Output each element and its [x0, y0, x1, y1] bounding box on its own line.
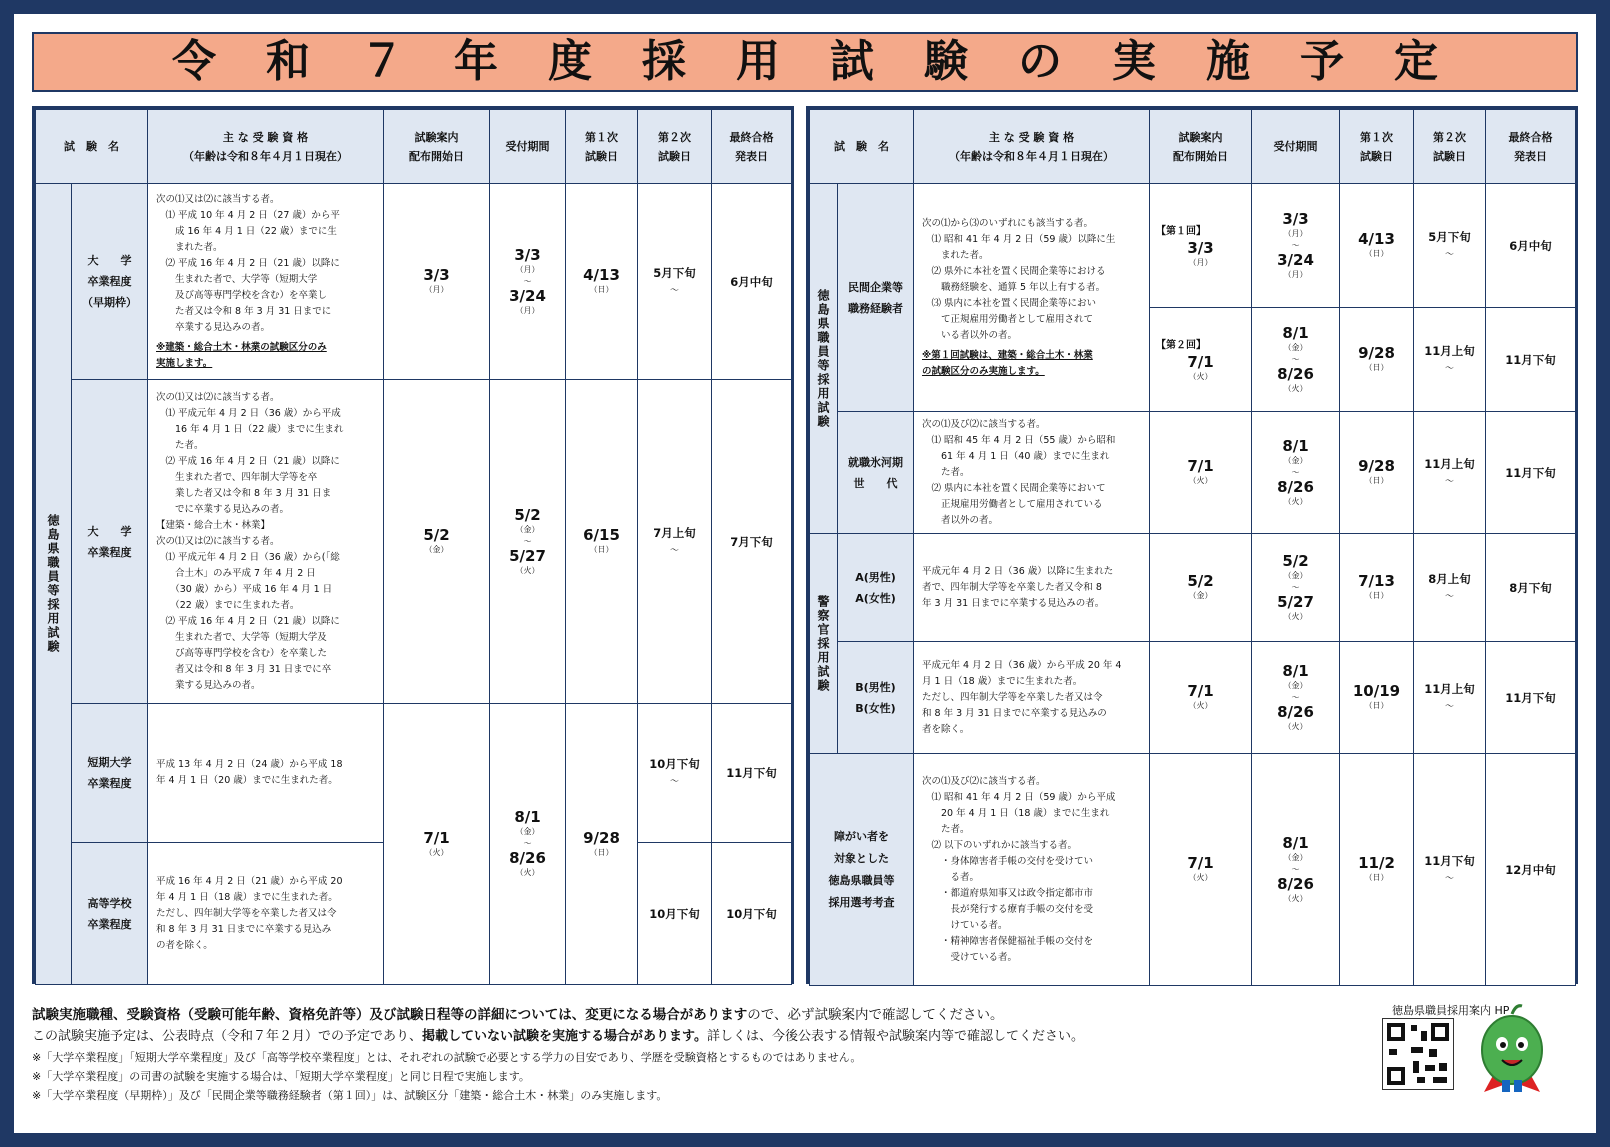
qualification-cell: 平成元年 4 月 2 日（36 歳）から平成 20 年 4 月 1 日（18 歳）までに生まれた者。 ただし、四年制大学等を卒業した者又は令 和 8 年 3 月 31 日までに卒業する見込みの 者を除く。 [914, 642, 1150, 754]
row-name: 就職氷河期 世 代 [838, 412, 914, 534]
application-period: 8/1 （金） ～ 8/26 （火） [1252, 412, 1340, 534]
category-label: 徳島県職員等採用試験 [810, 184, 838, 534]
second-exam-date: 10月下旬 [638, 843, 712, 985]
first-exam-date: 9/28 （日） [566, 704, 638, 985]
guide-date: 7/1 （火） [1150, 642, 1252, 754]
category-label: 徳島県職員等採用試験 [36, 184, 72, 985]
header-final: 最終合格 発表日 [712, 110, 792, 184]
application-period: 8/1 （金） ～ 8/26 （火） [1252, 642, 1340, 754]
second-exam-date: 8月上旬 ～ [1414, 534, 1486, 642]
header-guide-date: 試験案内 配布開始日 [1150, 110, 1252, 184]
row-name: 高等学校 卒業程度 [72, 843, 148, 985]
qualification-cell: 平成 13 年 4 月 2 日（24 歳）から平成 18 年 4 月 1 日（20 歳）までに生まれた者。 [148, 704, 384, 843]
row-name: B(男性) B(女性) [838, 642, 914, 754]
second-exam-date: 7月上旬 ～ [638, 380, 712, 704]
page-title: 令和７年度採用試験の実施予定 [32, 32, 1578, 92]
header-qualification: 主 な 受 験 資 格 （年齢は令和８年４月１日現在） [148, 110, 384, 184]
row-name: 大 学 卒業程度 [72, 380, 148, 704]
guide-date: 【第１回】 3/3 （月） [1150, 184, 1252, 308]
mascot-icon [1476, 1000, 1548, 1096]
qualification-cell: 次の⑴から⑶のいずれにも該当する者。 ⑴ 昭和 41 年 4 月 2 日（59 歳）以降に生 まれた者。 ⑵ 県外に本社を置く民間企業等における 職務経験を、通算 5 年以上有する者。 ⑶ 県内に本社を置く民間企業等におい て正規雇用労働者として雇用されて いる者以外の者。 ※第１回試験は、建築・総合土木・林業 の試験区分のみ実施します。 [914, 184, 1150, 412]
header-qualification: 主 な 受 験 資 格 （年齢は令和８年４月１日現在） [914, 110, 1150, 184]
second-exam-date: 11月上旬 ～ [1414, 412, 1486, 534]
first-exam-date: 4/13 （日） [1340, 184, 1414, 308]
guide-date: 7/1 （火） [1150, 412, 1252, 534]
header-second-exam: 第２次 試験日 [638, 110, 712, 184]
first-exam-date: 9/28 （日） [1340, 412, 1414, 534]
qualification-cell: 次の⑴及び⑵に該当する者。 ⑴ 昭和 41 年 4 月 2 日（59 歳）から平成 20 年 4 月 1 日（18 歳）までに生まれ た者。 ⑵ 以下のいずれかに該当する者。 ・身体障害者手帳の交付を受けてい る者。 ・都道府県知事又は政令指定都市市 長が発行する療育手帳の交付を受 けている者。 ・精神障害者保健福祉手帳の交付を 受けている者。 [914, 754, 1150, 986]
header-final: 最終合格 発表日 [1486, 110, 1576, 184]
footnotes [32, 1004, 1372, 1105]
second-exam-date: 11月下旬 ～ [1414, 754, 1486, 986]
header-first-exam: 第１次 試験日 [1340, 110, 1414, 184]
first-exam-date: 11/2 （日） [1340, 754, 1414, 986]
header-second-exam: 第２次 試験日 [1414, 110, 1486, 184]
note-line-3: ※「大学卒業程度」「短期大学卒業程度」及び「高等学校卒業程度」とは、それぞれの試験で必要とする学力の目安であり、学歴を受験資格とするものではありません。 [32, 1051, 862, 1064]
final-date: 10月下旬 [712, 843, 792, 985]
second-exam-date: 11月上旬 ～ [1414, 308, 1486, 412]
application-period: 8/1 （金） ～ 8/26 （火） [1252, 308, 1340, 412]
application-period: 8/1 （金） ～ 8/26 （火） [490, 704, 566, 985]
first-exam-date: 4/13 （日） [566, 184, 638, 380]
final-date: 11月下旬 [1486, 308, 1576, 412]
final-date: 12月中旬 [1486, 754, 1576, 986]
final-date: 6月中旬 [712, 184, 792, 380]
application-period: 3/3 （月） ～ 3/24 （月） [490, 184, 566, 380]
guide-date: 7/1 （火） [1150, 754, 1252, 986]
note-line-4: ※「大学卒業程度」の司書の試験を実施する場合は、「短期大学卒業程度」と同じ日程で実施します。 [32, 1070, 530, 1083]
header-guide-date: 試験案内 配布開始日 [384, 110, 490, 184]
guide-date: 5/2 （金） [1150, 534, 1252, 642]
qualification-cell: 次の⑴又は⑵に該当する者。 ⑴ 平成元年 4 月 2 日（36 歳）から平成 16 年 4 月 1 日（22 歳）までに生まれ た者。 ⑵ 平成 16 年 4 月 2 日（21 歳）以降に 生まれた者で、四年制大学等を卒 業した者又は令和 8 年 3 月 31 日ま でに卒業する見込みの者。 【建築・総合土木・林業】 次の⑴又は⑵に該当する者。 ⑴ 平成元年 4 月 2 日（36 歳）から(「総 合土木」のみ平成 7 年 4 月 2 日 （30 歳）から）平成 16 年 4 月 1 日 （22 歳）までに生まれた者。 ⑵ 平成 16 年 4 月 2 日（21 歳）以降に 生まれた者で、大学等（短期大学及 び高等専門学校を含む）を卒業した 者又は令和 8 年 3 月 31 日までに卒 業する見込みの者。 [148, 380, 384, 704]
row-name: A(男性) A(女性) [838, 534, 914, 642]
first-exam-date: 6/15 （日） [566, 380, 638, 704]
header-period: 受付期間 [490, 110, 566, 184]
first-exam-date: 10/19 （日） [1340, 642, 1414, 754]
header-exam-name: 試 験 名 [36, 110, 148, 184]
qualification-cell: 次の⑴及び⑵に該当する者。 ⑴ 昭和 45 年 4 月 2 日（55 歳）から昭和 61 年 4 月 1 日（40 歳）までに生まれ た者。 ⑵ 県内に本社を置く民間企業等において 正規雇用労働者として雇用されている 者以外の者。 [914, 412, 1150, 534]
final-date: 8月下旬 [1486, 534, 1576, 642]
qualification-cell: 次の⑴又は⑵に該当する者。 ⑴ 平成 10 年 4 月 2 日（27 歳）から平 成 16 年 4 月 1 日（22 歳）までに生 まれた者。 ⑵ 平成 16 年 4 月 2 日（21 歳）以降に 生まれた者で、大学等（短期大学 及び高等専門学校を含む）を卒業し た者又は令和 8 年 3 月 31 日までに 卒業する見込みの者。 ※建築・総合土木・林業の試験区分のみ 実施します。 [148, 184, 384, 380]
final-date: 11月下旬 [1486, 642, 1576, 754]
final-date: 11月下旬 [1486, 412, 1576, 534]
guide-date: 【第２回】 7/1 （火） [1150, 308, 1252, 412]
qualification-cell: 平成元年 4 月 2 日（36 歳）以降に生まれた 者で、四年制大学等を卒業した者又令和 8 年 3 月 31 日までに卒業する見込みの者。 [914, 534, 1150, 642]
left-schedule-table [32, 106, 794, 984]
second-exam-date: 5月下旬 ～ [638, 184, 712, 380]
final-date: 11月下旬 [712, 704, 792, 843]
header-first-exam: 第１次 試験日 [566, 110, 638, 184]
application-period: 3/3 （月） ～ 3/24 （月） [1252, 184, 1340, 308]
qualification-cell: 平成 16 年 4 月 2 日（21 歳）から平成 20 年 4 月 1 日（18 歳）までに生まれた者。 ただし、四年制大学等を卒業した者又は令 和 8 年 3 月 31 日までに卒業する見込み の者を除く。 [148, 843, 384, 985]
application-period: 5/2 （金） ～ 5/27 （火） [490, 380, 566, 704]
final-date: 6月中旬 [1486, 184, 1576, 308]
header-exam-name: 試 験 名 [810, 110, 914, 184]
guide-date: 3/3 （月） [384, 184, 490, 380]
second-exam-date: 10月下旬 ～ [638, 704, 712, 843]
right-schedule-table [806, 106, 1578, 984]
second-exam-date: 5月下旬 ～ [1414, 184, 1486, 308]
qr-code-icon[interactable] [1382, 1018, 1454, 1090]
note-line-5: ※「大学卒業程度（早期枠）」及び「民間企業等職務経験者（第１回）」は、試験区分「建築・総合土木・林業」のみ実施します。 [32, 1089, 668, 1102]
final-date: 7月下旬 [712, 380, 792, 704]
second-exam-date: 11月上旬 ～ [1414, 642, 1486, 754]
application-period: 8/1 （金） ～ 8/26 （火） [1252, 754, 1340, 986]
row-name: 大 学 卒業程度 （早期枠） [72, 184, 148, 380]
guide-date: 5/2 （金） [384, 380, 490, 704]
category-label: 警察官採用試験 [810, 534, 838, 754]
header-period: 受付期間 [1252, 110, 1340, 184]
note-line-1: 試験実施職種、受験資格（受験可能年齢、資格免許等）及び試験日程等の詳細については、変更になる場合がありますので、必ず試験案内で確認してください。 [32, 1007, 1004, 1023]
first-exam-date: 9/28 （日） [1340, 308, 1414, 412]
row-name: 民間企業等 職務経験者 [838, 184, 914, 412]
row-name: 障がい者を 対象とした 徳島県職員等 採用選考考査 [810, 754, 914, 986]
first-exam-date: 7/13 （日） [1340, 534, 1414, 642]
hp-label: 徳島県職員採用案内 HP [1392, 1004, 1510, 1017]
note-line-2: この試験実施予定は、公表時点（令和７年２月）での予定であり、掲載していない試験を実施する場合があります。詳しくは、今後公表する情報や試験案内等で確認してください。 [32, 1029, 1084, 1044]
guide-date: 7/1 （火） [384, 704, 490, 985]
application-period: 5/2 （金） ～ 5/27 （火） [1252, 534, 1340, 642]
poster [14, 14, 1596, 1133]
row-name: 短期大学 卒業程度 [72, 704, 148, 843]
